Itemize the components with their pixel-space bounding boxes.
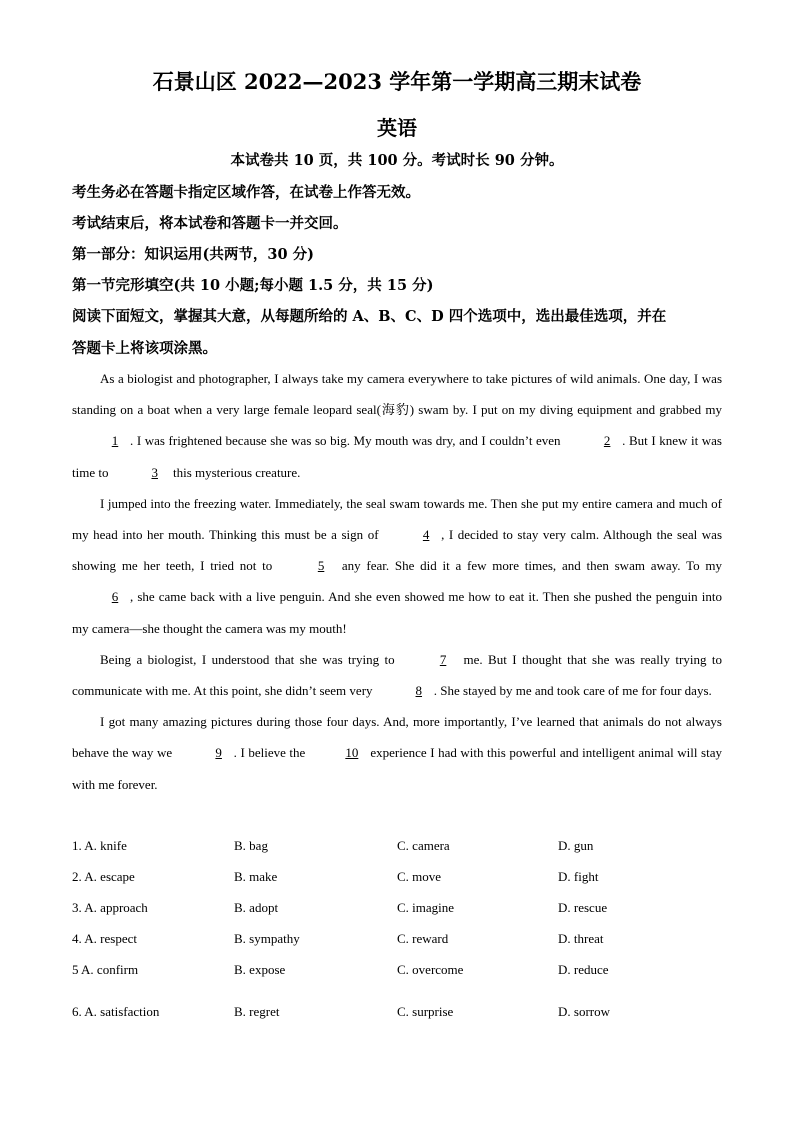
passage-text: . But I knew it was time to [72, 433, 722, 480]
option-d: D. fight [558, 869, 599, 884]
passage-paragraph [72, 706, 722, 800]
option-b: B. sympathy [234, 931, 300, 946]
option-row [72, 1004, 722, 1035]
exam-intro: 本试卷共 10 页，共 100 分。考试时长 90 分钟。 [230, 152, 564, 169]
option-row [72, 962, 722, 1004]
option-row [72, 838, 722, 869]
option-row [72, 869, 722, 900]
passage-text: any fear. She did it a few more times, and then swam away. To my [336, 558, 722, 574]
passage-text: , I decided to stay very calm. Although the seal was showing me her teeth, I tried not to [72, 527, 722, 574]
blank-4: 4 [422, 527, 430, 543]
option-row [72, 931, 722, 962]
passage-text: I got many amazing pictures during those four days. And, more importantly, I’ve learned that animals do not always behave the way we [72, 714, 722, 761]
option-d: D. rescue [558, 900, 608, 915]
instruction-line: 考试结束后，将本试卷和答题卡一并交回。 [72, 215, 348, 232]
blank-9: 9 [215, 745, 222, 761]
option-row [72, 900, 722, 931]
cloze-passage [72, 363, 722, 800]
option-c: C. reward [397, 931, 449, 946]
passage-text: . She stayed by me and took care of me for four days. [433, 683, 712, 699]
option-c: C. imagine [397, 900, 455, 915]
option-a: 1. A. knife [72, 838, 127, 853]
blank-10: 10 [345, 745, 359, 761]
option-a: 2. A. escape [72, 869, 135, 884]
option-c: C. surprise [397, 1004, 454, 1019]
blank-8: 8 [415, 683, 423, 699]
option-a: 3. A. approach [72, 900, 148, 915]
subsection-heading: 第一节完形填空(共 10 小题;每小题 1.5 分，共 15 分) [72, 277, 434, 294]
blank-2: 2 [603, 433, 611, 449]
option-c: C. overcome [397, 962, 464, 977]
instruction-line: 考生务必在答题卡指定区域作答，在试卷上作答无效。 [72, 184, 420, 201]
blank-5: 5 [317, 558, 325, 574]
blank-1: 1 [111, 433, 119, 449]
option-a: 4. A. respect [72, 931, 137, 946]
option-b: B. make [234, 869, 278, 884]
blank-3: 3 [151, 464, 158, 480]
passage-text: Being a biologist, I understood that she was trying to [100, 651, 401, 667]
option-d: D. gun [558, 838, 594, 853]
directions-line: 答题卡上将该项涂黑。 [72, 340, 217, 357]
exam-title: 石景山区 2022—2023 学年第一学期高三期末试卷 [152, 69, 642, 94]
option-c: C. move [397, 869, 442, 884]
passage-paragraph [72, 363, 722, 488]
answer-options [72, 838, 722, 1035]
option-b: B. regret [234, 1004, 280, 1019]
subject-heading: 英语 [377, 116, 417, 140]
passage-paragraph [72, 644, 722, 706]
option-c: C. camera [397, 838, 450, 853]
passage-text: . I believe the [233, 745, 309, 761]
option-b: B. adopt [234, 900, 279, 915]
option-b: B. expose [234, 962, 286, 977]
passage-text: experience I had with this powerful and intelligent animal will stay with me forever. [72, 745, 722, 792]
passage-paragraph [72, 488, 722, 644]
passage-text: this mysterious creature. [169, 464, 301, 480]
passage-text: , she came back with a live penguin. And she even showed me how to eat it. Then she pushed the penguin into my camera—she thought the camera was my mouth! [72, 589, 722, 636]
directions-line: 阅读下面短文，掌握其大意，从每题所给的 A、B、C、D 四个选项中，选出最佳选项，并在 [72, 308, 667, 325]
blank-6: 6 [111, 589, 119, 605]
passage-text: As a biologist and photographer, I always take my camera everywhere to take pictures of wild animals. One day, I was standing on a boat when a very large female leopard seal(海豹) swam by. I put on my diving equipment and grabbed my [72, 371, 722, 418]
option-a: 6. A. satisfaction [72, 1004, 160, 1019]
passage-text: me. But I thought that she was really trying to communicate with me. At this point, she didn’t seem very [72, 651, 722, 699]
passage-text: . I was frightened because she was so big. My mouth was dry, and I couldn’t even [130, 433, 565, 449]
passage-text: I jumped into the freezing water. Immediately, the seal swam towards me. Then she put my entire camera and much of my head into her mouth. Thinking this must be a sign of [72, 495, 722, 543]
section-heading: 第一部分：知识运用(共两节，30 分) [72, 246, 314, 263]
option-d: D. reduce [558, 962, 609, 977]
option-d: D. threat [558, 931, 604, 946]
option-d: D. sorrow [558, 1004, 610, 1019]
blank-7: 7 [439, 651, 447, 667]
option-a: 5 A. confirm [72, 962, 139, 977]
option-b: B. bag [234, 838, 268, 853]
